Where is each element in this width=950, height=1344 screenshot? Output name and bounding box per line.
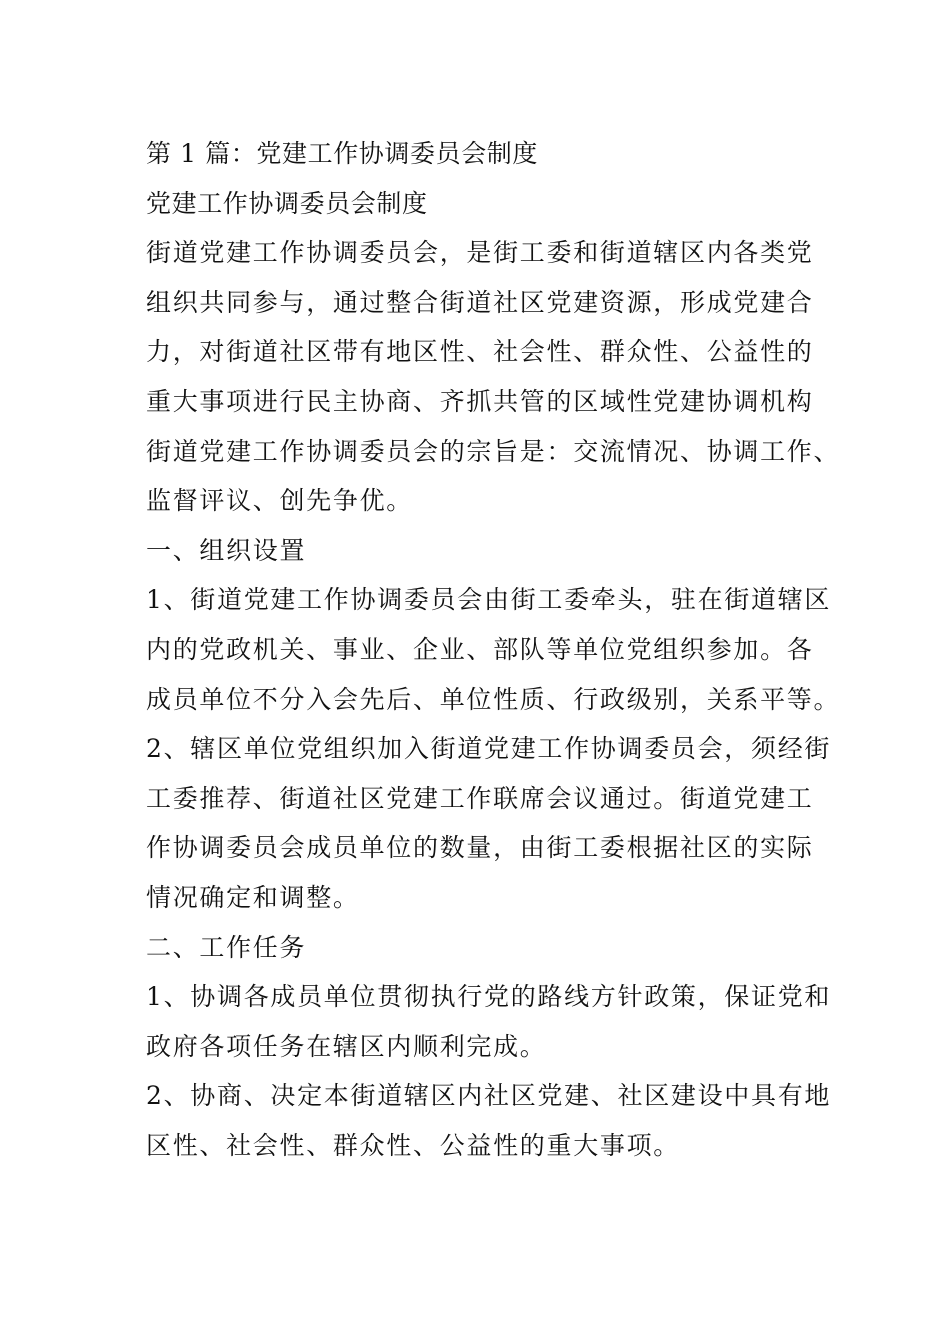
- text-line: 监督评议、创先争优。: [146, 486, 414, 516]
- text-line: 组织共同参与，通过整合街道社区党建资源，形成党建合: [146, 287, 814, 317]
- document-title: 党建工作协调委员会制度: [146, 188, 428, 218]
- section-heading: 一、组织设置: [146, 535, 307, 565]
- text-line: 街道党建工作协调委员会的宗旨是：交流情况、协调工作、: [146, 436, 841, 466]
- document-body: [146, 129, 841, 1170]
- text-line: 2、辖区单位党组织加入街道党建工作协调委员会，须经街: [146, 734, 832, 764]
- text-line: 内的党政机关、事业、企业、部队等单位党组织参加。各: [146, 634, 814, 664]
- section-heading: 二、工作任务: [146, 932, 307, 962]
- text-line: 情况确定和调整。: [146, 882, 360, 912]
- text-line: 工委推荐、街道社区党建工作联席会议通过。街道党建工: [146, 783, 814, 813]
- text-line: 力，对街道社区带有地区性、社会性、群众性、公益性的: [146, 337, 814, 367]
- text-line: 街道党建工作协调委员会，是街工委和街道辖区内各类党: [146, 238, 814, 268]
- chapter-title: 第 1 篇：党建工作协调委员会制度: [146, 139, 539, 168]
- text-line: 1、街道党建工作协调委员会由街工委牵头，驻在街道辖区: [146, 585, 832, 615]
- text-line: 成员单位不分入会先后、单位性质、行政级别，关系平等。: [146, 684, 841, 714]
- text-line: 政府各项任务在辖区内顺利完成。: [146, 1031, 547, 1061]
- text-line: 区性、社会性、群众性、公益性的重大事项。: [146, 1130, 681, 1160]
- text-line: 2、协商、决定本街道辖区内社区党建、社区建设中具有地: [146, 1081, 832, 1111]
- text-line: 作协调委员会成员单位的数量，由街工委根据社区的实际: [146, 833, 814, 863]
- text-line: 1、协调各成员单位贯彻执行党的路线方针政策，保证党和: [146, 982, 832, 1012]
- text-line: 重大事项进行民主协商、齐抓共管的区域性党建协调机构: [146, 386, 814, 416]
